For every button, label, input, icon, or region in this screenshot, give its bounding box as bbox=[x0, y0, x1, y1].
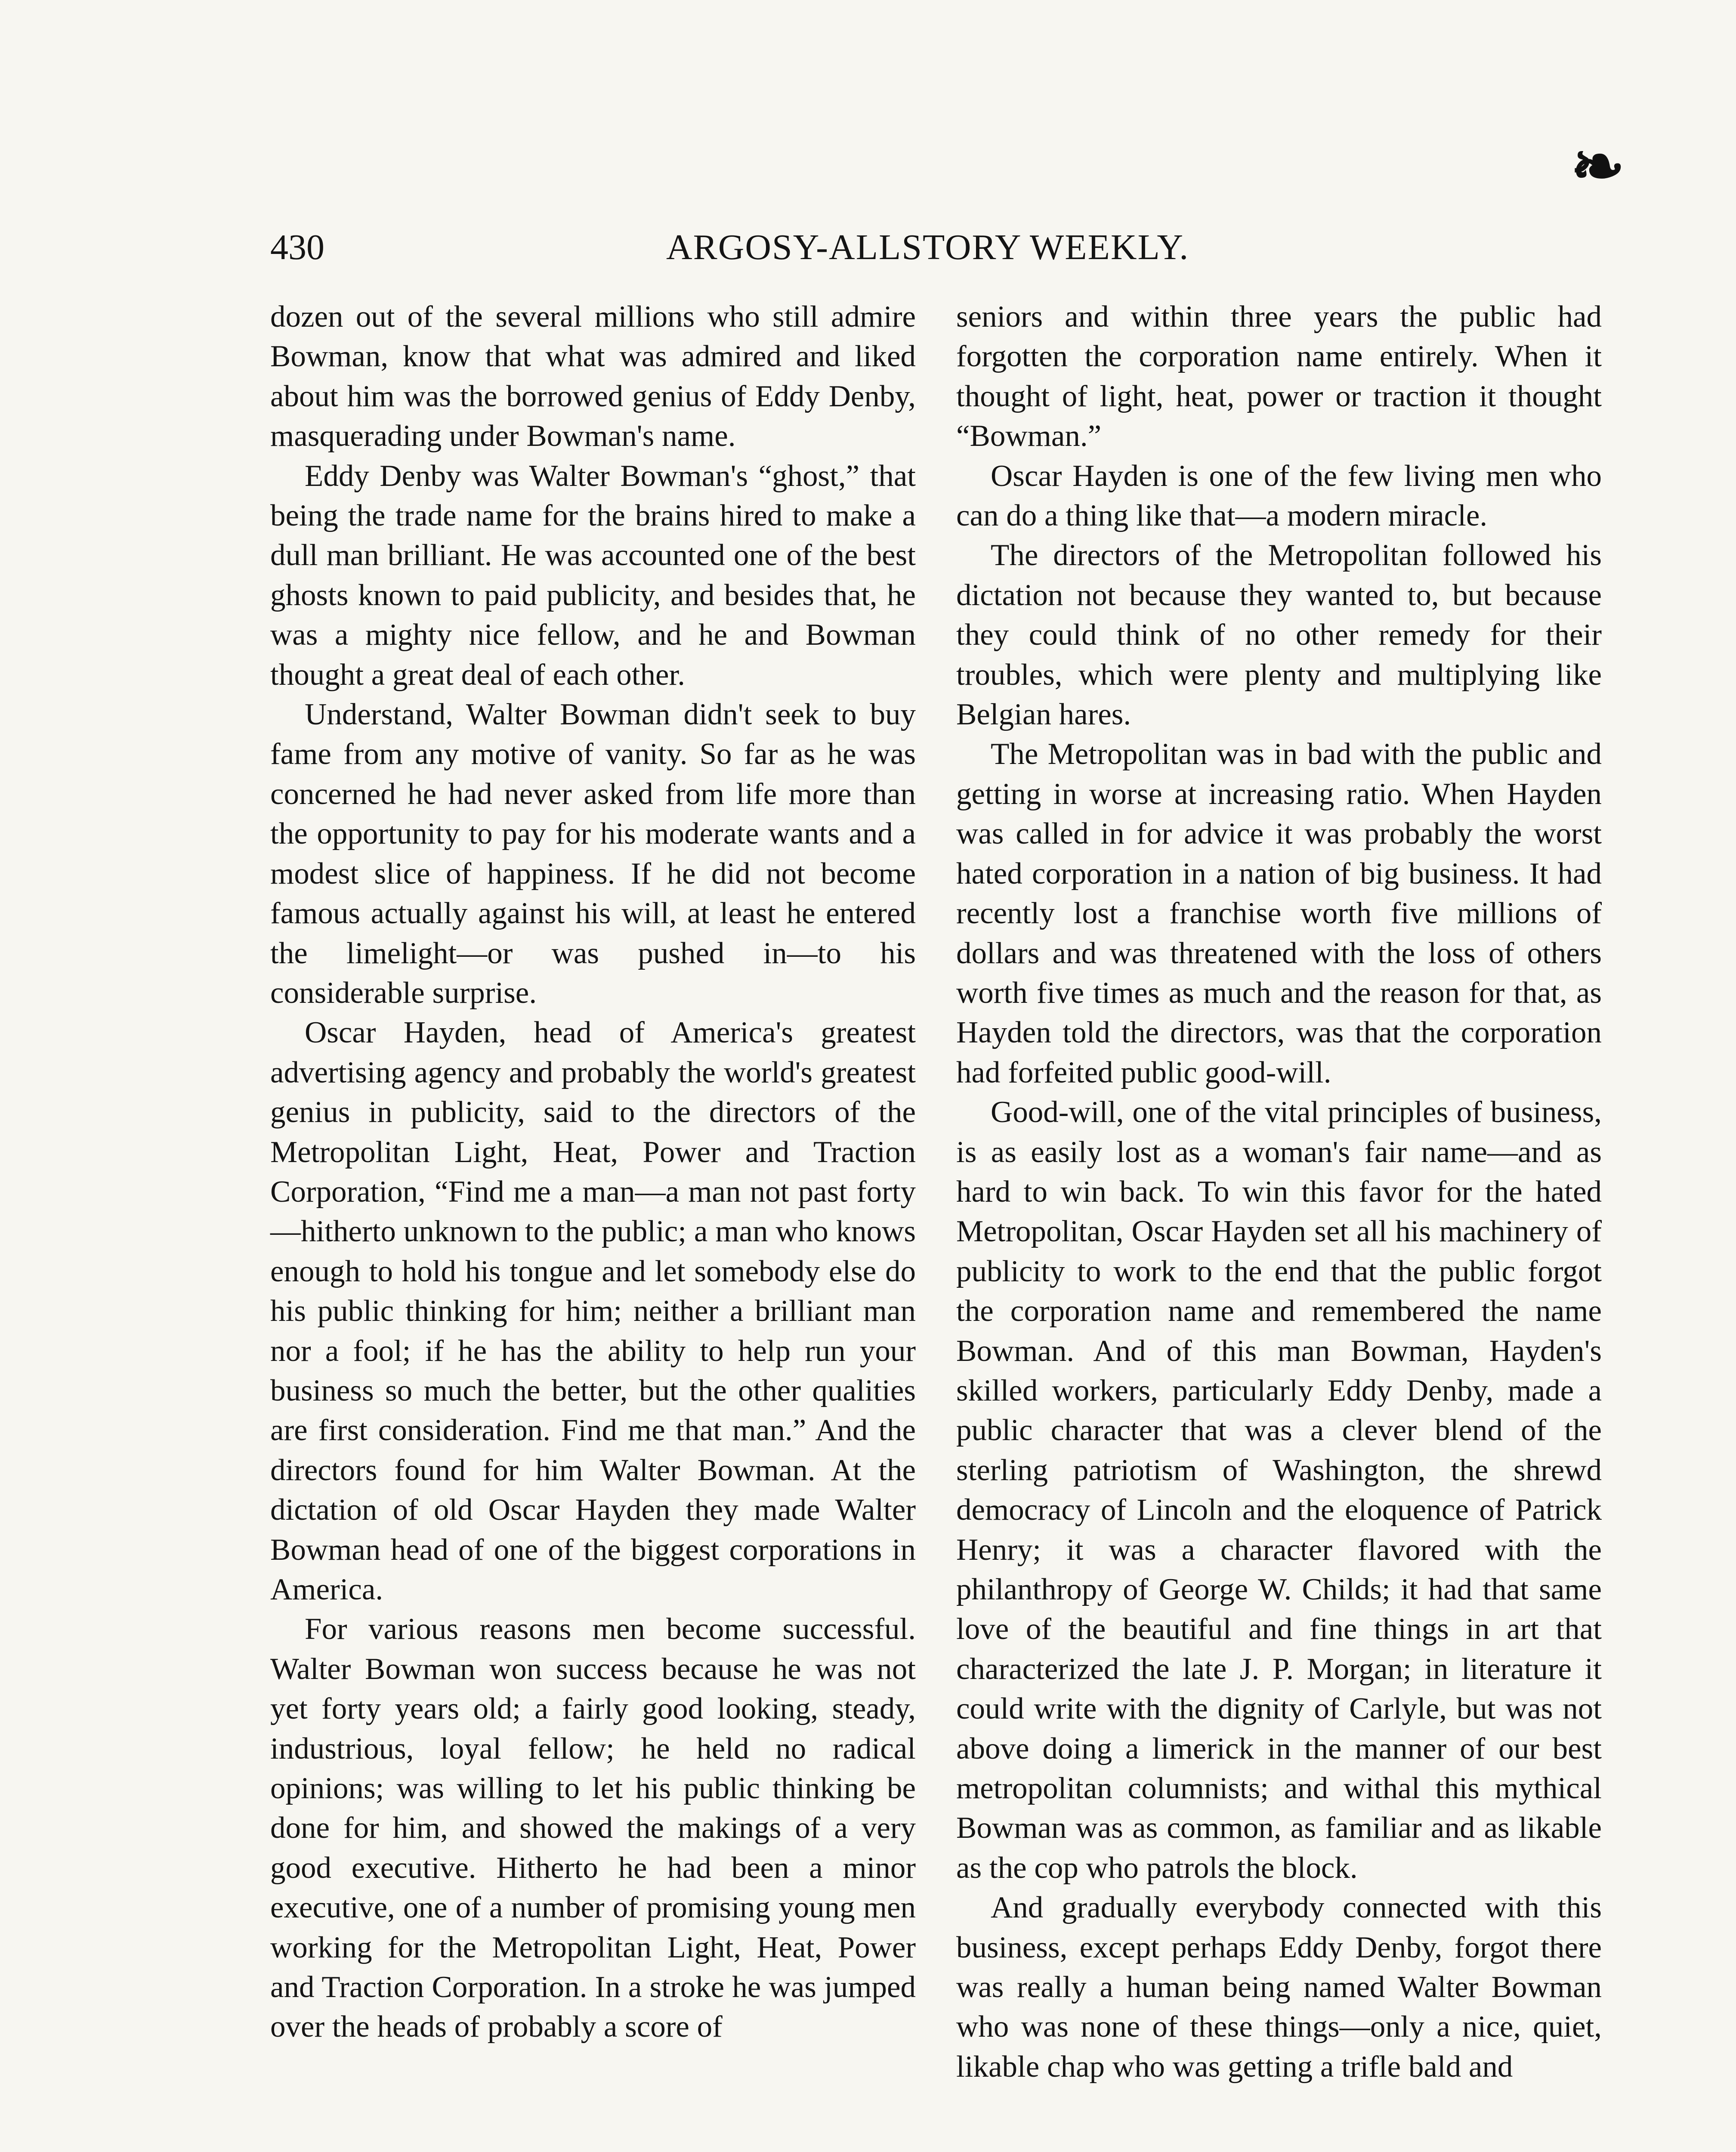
page-number: 430 bbox=[270, 227, 324, 267]
paragraph: The Metropolitan was in bad with the public and getting in worse at increasing ratio. When Hayden was called in for advice it was probably the worst hated corporation in a nation of big business. It had recently lost a franchise worth five millions of dollars and was threatened with the loss of others worth five times as much and the reason for that, as Hayden told the directors, was that the corporation had forfeited public good-will. bbox=[956, 737, 1602, 1089]
paragraph: Eddy Denby was Walter Bowman's “ghost,” that being the trade name for the brains hired to make a dull man brilliant. He was accounted one of the best ghosts known to paid publicity, and besides that, he was a mighty nice fellow, and he and Bowman thought a great deal of each other. bbox=[270, 459, 916, 692]
page-corner-mark: ❧ bbox=[1571, 131, 1625, 203]
paragraph: Oscar Hayden, head of America's greatest advertising agency and probably the world's greatest genius in publicity, said to the directors of the Metropolitan Light, Heat, Power and Traction Corporation, “Find me a man—a man not past forty—hitherto unknown to the public; a man who knows enough to hold his tongue and let somebody else do his public thinking for him; neither a brilliant man nor a fool; if he has the ability to help run your business so much the better, but the other qualities are first consideration. Find me that man.” And the directors found for him Walter Bowman. At the dictation of old Oscar Hayden they made Walter Bowman head of one of the biggest corporations in America. bbox=[270, 1016, 916, 1606]
paragraph: The directors of the Metropolitan followed his dictation not because they wanted to, but because they could think of no other remedy for their troubles, which were plenty and multiplying like Belgian hares. bbox=[956, 538, 1602, 732]
paragraph: And gradually everybody connected with this business, except perhaps Eddy Denby, forgot there was really a human being named Walter Bowman who was none of these things—only a nice, quiet, likable chap who was getting a trifle bald and bbox=[956, 1891, 1602, 2084]
left-column bbox=[270, 297, 916, 2047]
paragraph: Understand, Walter Bowman didn't seek to buy fame from any motive of vanity. So far as he was concerned he had never asked from life more than the opportunity to pay for his moderate wants and a modest slice of happiness. If he did not become famous actually against his will, at least he entered the limelight—or was pushed in—to his considerable surprise. bbox=[270, 698, 916, 1010]
page-header bbox=[270, 220, 1520, 275]
paragraph: Oscar Hayden is one of the few living men who can do a thing like that—a modern miracle. bbox=[956, 459, 1602, 533]
right-column bbox=[956, 297, 1602, 2087]
paragraph: seniors and within three years the public had forgotten the corporation name entirely. When it thought of light, heat, power or traction it thought “Bowman.” bbox=[956, 300, 1602, 453]
paragraph: For various reasons men become successful. Walter Bowman won success because he was not yet forty years old; a fairly good looking, steady, industrious, loyal fellow; he held no radical opinions; was willing to let his public thinking be done for him, and showed the makings of a very good executive. Hitherto he had been a minor executive, one of a number of promising young men working for the Metropolitan Light, Heat, Power and Traction Corporation. In a stroke he was jumped over the heads of probably a score of bbox=[270, 1612, 916, 2044]
paragraph: Good-will, one of the vital principles of business, is as easily lost as a woman's fair name—and as hard to win back. To win this favor for the hated Metropolitan, Oscar Hayden set all his machinery of publicity to work to the end that the public forgot the corporation name and remembered the name Bowman. And of this man Bowman, Hayden's skilled workers, particularly Eddy Denby, made a public character that was a clever blend of the sterling patriotism of Washington, the shrewd democracy of Lincoln and the eloquence of Patrick Henry; it was a character flavored with the philanthropy of George W. Childs; it had that same love of the beautiful and fine things in art that characterized the late J. P. Morgan; in literature it could write with the dignity of Carlyle, but was not above doing a limerick in the manner of our best metropolitan columnists; and withal this mythical Bowman was as common, as familiar and as likable as the cop who patrols the block. bbox=[956, 1095, 1602, 1885]
paragraph: dozen out of the several millions who still admire Bowman, know that what was admired and liked about him was the borrowed genius of Eddy Denby, masquerading under Bowman's name. bbox=[270, 300, 916, 453]
running-title: ARGOSY-ALLSTORY WEEKLY. bbox=[666, 227, 1189, 267]
